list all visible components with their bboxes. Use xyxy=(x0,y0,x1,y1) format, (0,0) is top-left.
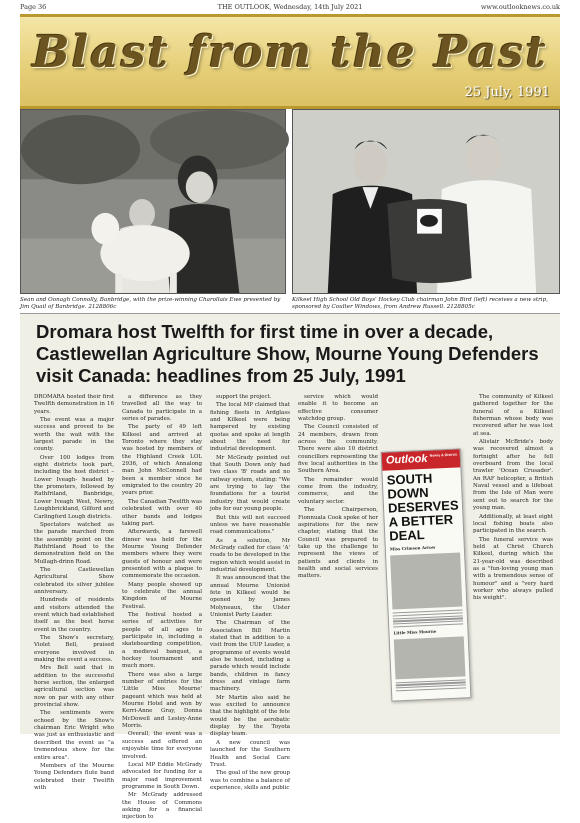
article-paragraph: Members of the Mourne Young Defenders flute band celebrated their Twelfth with xyxy=(34,762,114,791)
article-paragraph: Overall, the event was a success and offered an enjoyable time for everyone involved. xyxy=(122,731,202,760)
article-column-4 xyxy=(298,394,378,582)
article-paragraph: Afterwards, a farewell dinner was held for the Mourne Young Defender members where they were guests of honour and were presented with a plaque to commemorate the occasion. xyxy=(122,529,202,580)
inset-text-lines xyxy=(389,609,468,627)
article-paragraph: service which would enable it to become an effective consumer watchdog group. xyxy=(298,394,378,423)
article-paragraph: The event was a major success and proved to be worth the wait with the largest parade in the county. xyxy=(34,417,114,453)
inset-masthead-title: Outlook xyxy=(385,452,428,467)
paper-url: www.outlooknews.co.uk xyxy=(480,3,560,11)
article-paragraph: The festival hosted a series of activities for people of all ages to participate in, including a skateboarding competition, a medieval banquet, a hockey tournament and much more. xyxy=(122,611,202,670)
article-paragraph: Many people showed up to celebrate the annual Kingdom of Mourne Festival. xyxy=(122,581,202,610)
article-paragraph: The goal of the new group was to combine a balance of experience, skills and public xyxy=(210,770,290,791)
article-paragraph: Mrs Bell said that in addition to the successful horse section, the enlarged agricultural section was now on par with any other provincial show. xyxy=(34,665,114,709)
article-paragraph: Over 100 lodges from eight districts took part, including the host district – Lower Iveagh- headed by the promoters, followed by Rathfriland, Banbridge, Lower Iveagh West, Newry, Loughbrickland, Gilford and Carlingford Lough districts. xyxy=(34,454,114,520)
article-paragraph: The community of Kilkeel gathered together for the funeral of a Kilkeel fisherman whose body was recovered after he was lost at sea. xyxy=(473,394,553,437)
article-paragraph: Local MP Eddie McGrady advocated for funding for a major road improvement programme in South Down. xyxy=(122,761,202,790)
article-paragraph: But this will not succeed unless we have reasonable road communications." xyxy=(210,514,290,536)
inset-pic2-label: Little Miss Mourne xyxy=(393,628,437,636)
inset-photo xyxy=(390,552,462,609)
photo-caption-right: Kilkeel High School Old Boys' Hockey Club chairman John Bird (left) receives a new strip, sponsored by Coulter Windows, from Andrew Russell. 2128805c xyxy=(292,297,548,311)
article-paragraph: Spectators watched as the parade marched from the assembly point on the Rathfriland Road to the demonstration field on the Mullagh-drinn Road. xyxy=(34,521,114,565)
article-paragraph: As a solution, Mr McGrady called for class 'A' roads to be developed in the region which would assist in industrial development. xyxy=(210,537,290,573)
article-paragraph: Mr Martin also said he was excited to announce that the highlight of the fete would be the aerobatic display by the Toyota display team. xyxy=(210,694,290,738)
article-paragraph: The Council consisted of 24 members, drawn from across the community. There were also 10 district councillors representing the five local authorities in the Southern Area. xyxy=(298,424,378,475)
banner-title: Blast from the Past xyxy=(32,27,548,78)
article-paragraph: The party of 49 left Kilkeel and arrived at Toronto where they stay was hosted by members of the Highland Creek LOL 2936, of which Annalong man John McConnell had been a member since he emigrated to the country 20 years prior. xyxy=(122,424,202,497)
article-paragraph: It was announced that the annual Mourne Unionist fete in Kilkeel would be opened by James Molyneaux, the Ulster Unionist Party Leader. xyxy=(210,575,290,618)
article-paragraph: A new council was launched for the Southern Health and Social Care Trust. xyxy=(210,739,290,768)
article-column-3 xyxy=(210,394,290,793)
article-column-2 xyxy=(122,394,202,823)
photo-hockey-strip xyxy=(292,109,560,294)
article-paragraph: The remainder would come from the industry, commerce, and the voluntary sector. xyxy=(298,476,378,505)
article-paragraph: support the project. xyxy=(216,394,272,400)
article-paragraph: a difference as they travelled all the way to Canada to participate in a series of parades. xyxy=(122,394,202,423)
archive-front-page-image xyxy=(381,448,472,701)
article-column-1 xyxy=(34,394,114,793)
folio-bar xyxy=(20,3,560,13)
article-paragraph: Hundreds of residents and visitors attended the event which had established itself as the best horse event in the country. xyxy=(34,597,114,633)
article-paragraph: The Show's secretary, Violet Bell, praised everyone involved in making the event a success. xyxy=(34,635,114,664)
article-paragraph: The Canadian Twelfth was celebrated with over 40 other bands and lodges taking part. xyxy=(122,498,202,527)
headline-box xyxy=(20,313,560,390)
article-paragraph: The sentiments were echoed by the Show's chairman Eric Wright who was just as enthusiastic and described the event as "a tremendous show for the entire area". xyxy=(34,710,114,761)
article-paragraph: The Chairperson, Fionnuala Cook spoke of her aspirations for the new chapter, stating that the Council was prepared to take up the challenge to represent the views of patients and clients in health and social services matters. xyxy=(298,507,379,580)
article-paragraph: Alistair McBride's body was recovered almost a fortnight after he fell overboard from the local trawler 'Ocean Crusader'. An RAF helicopter, a British Naval vessel and a lifeboat from the Isle of Man were sent out to search for the young man. xyxy=(473,439,553,512)
inset-kicker: Newry & District xyxy=(429,452,457,458)
section-banner xyxy=(20,14,560,109)
inset-headline: SOUTH DOWN DESERVES A BETTER DEAL xyxy=(386,470,459,544)
article-column-5 xyxy=(473,394,553,604)
article-paragraph: Additionally, at least eight local fishing boats also participated in the search. xyxy=(473,513,553,535)
article-paragraph: Mr McGrady pointed out that South Down only had two class 'B' roads and no railway system, stating: "We are trying to lay the foundations for a tourist industry that would create jobs for our young people. xyxy=(210,454,290,513)
inset-masthead xyxy=(382,449,461,470)
inset-text-lines-2 xyxy=(392,679,470,692)
article-paragraph: The funeral service was held at Christ Church Kilkeel, during which the 21-year-old was described as a "fun-loving young man with a tremendous sense of humour" and a "very hard worker who always pulled his weight". xyxy=(473,536,553,602)
paper-date: THE OUTLOOK, Wednesday, 14th July 2021 xyxy=(217,3,363,11)
inset-pic-label: Miss Crimson Arrow xyxy=(389,544,436,552)
article-headline: Dromara host Twelfth for first time in over a decade, Castlewellan Agriculture Show, Mourne Young Defenders visit Canada: headlines from 25 July, 1991 xyxy=(36,321,539,386)
photo-caption-left: Sean and Oonagh Connolly, Banbridge, with the prize-winning Charollais Ewe presented by Jim Quail of Banbridge. 2128806c xyxy=(20,297,281,311)
banner-date: 25 July, 1991 xyxy=(464,85,550,100)
article-paragraph: The local MP claimed that fishing fleets in Ardglass and Kilkeel were being hampered by existing quotas and spoke at length about the need for industrial development. xyxy=(210,402,290,453)
article-paragraph: DROMARA hosted their first Twelfth demonstration in 16 years. xyxy=(34,394,114,415)
page-number: Page 36 xyxy=(20,3,47,11)
article-paragraph: The Castlewellan Agricultural Show celebrated its silver jubilee anniversary. xyxy=(34,566,114,595)
article-paragraph: Mr McGrady addressed the House of Commons asking for a financial injection to xyxy=(122,792,202,821)
inset-photo-2 xyxy=(394,636,466,679)
article-body xyxy=(20,390,560,821)
article-paragraph: There was also a large number of entries for the 'Little Miss Mourne' pageant which was held at Mourne Hotel and won by Kerri-Anne Gray, Donna McDowell and Lesley-Anne Morris. xyxy=(122,671,202,730)
photo-ewe-prize xyxy=(20,109,286,294)
article-paragraph: The Chairman of the Association Bill Martin stated that in addition to a visit from the UUP Leader, a programme of events would also be hosted, including a parade which would include bands, children in fancy dress and vintage farm machinery. xyxy=(210,620,290,693)
